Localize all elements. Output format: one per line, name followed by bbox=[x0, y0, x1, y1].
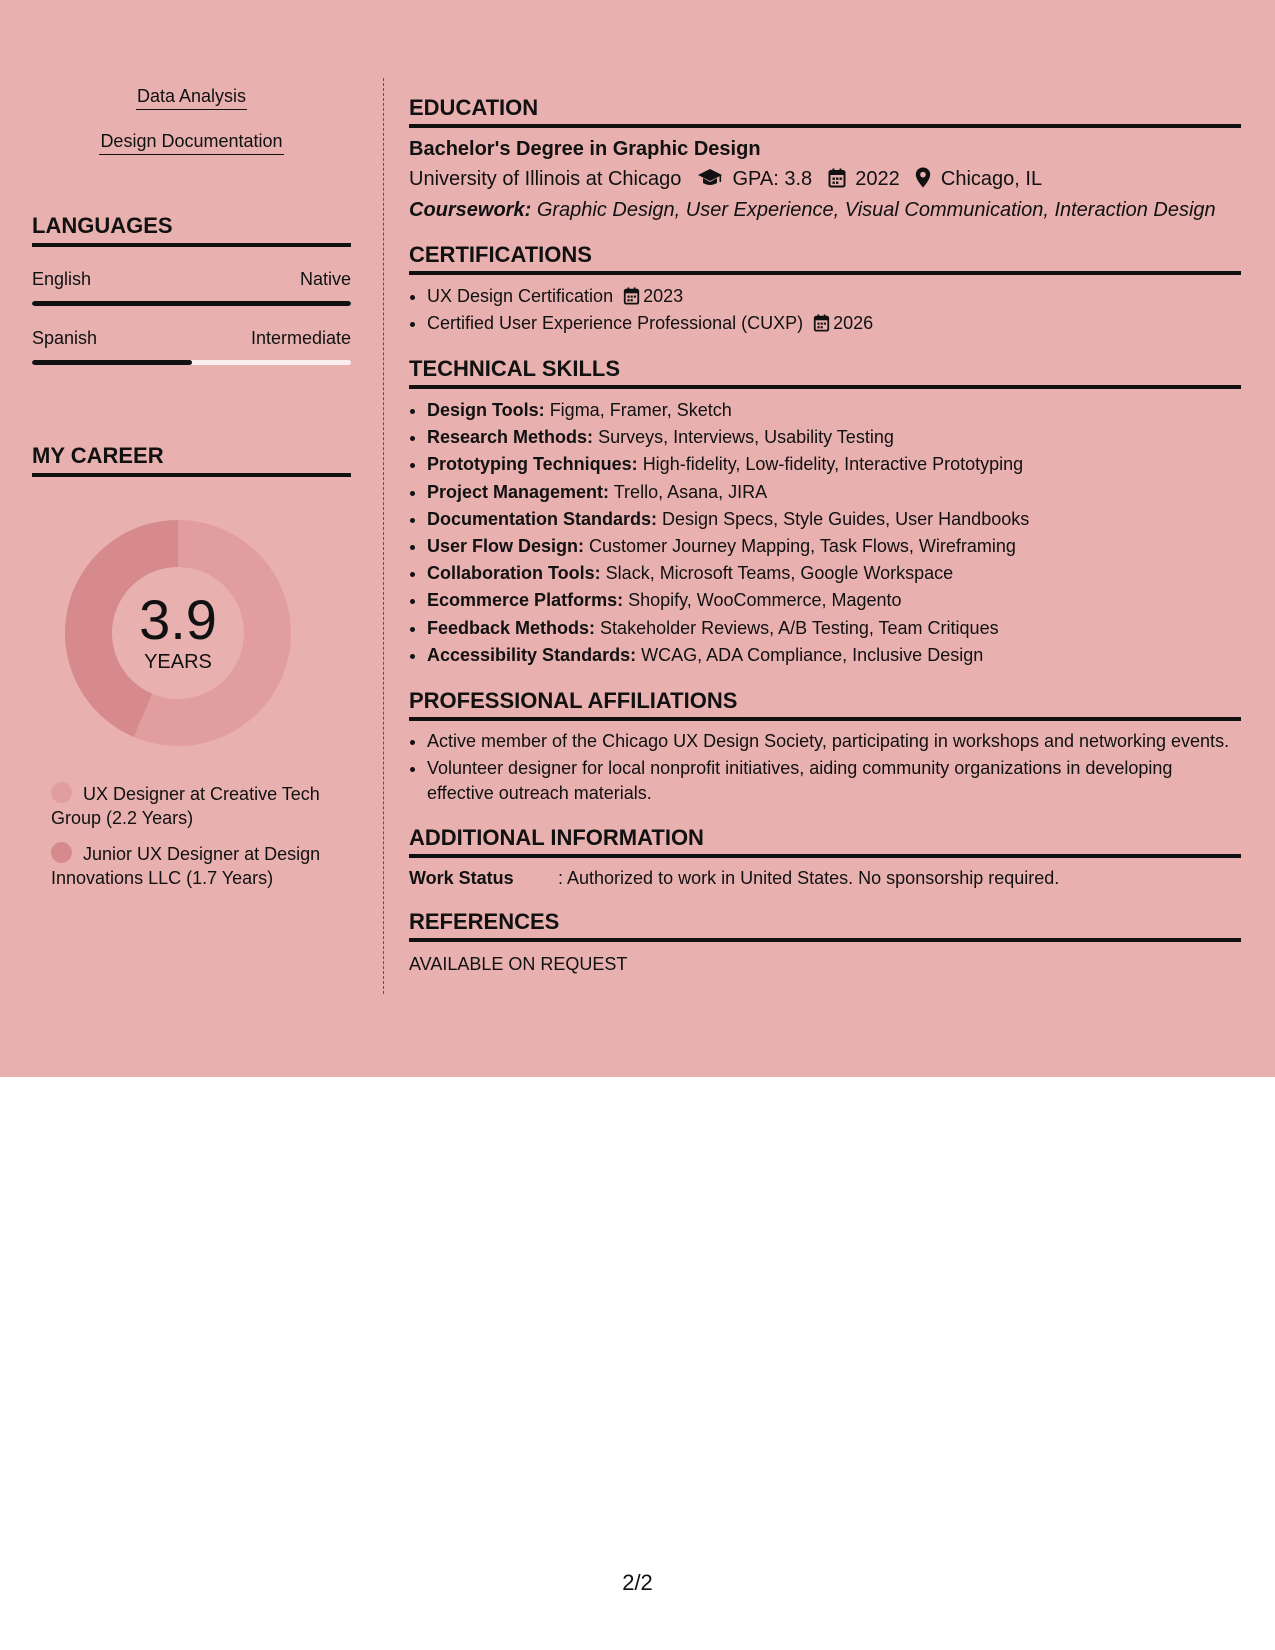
skill-item bbox=[427, 506, 1241, 533]
career-donut-chart bbox=[65, 520, 291, 746]
additional-info-heading: ADDITIONAL INFORMATION bbox=[409, 824, 1241, 858]
education-section bbox=[409, 94, 1241, 223]
skill-label: Documentation Standards: bbox=[427, 508, 658, 529]
legend-label: Junior UX Designer at Design Innovations LLC (1.7 Years) bbox=[51, 844, 321, 888]
skill-item bbox=[427, 642, 1241, 669]
language-spanish bbox=[32, 326, 351, 365]
certification-year: 2023 bbox=[643, 286, 684, 306]
affiliations-list bbox=[409, 729, 1241, 806]
education-meta bbox=[409, 166, 1241, 192]
skill-item bbox=[427, 587, 1241, 614]
calendar-icon bbox=[828, 168, 846, 188]
gpa: GPA: 3.8 bbox=[732, 168, 813, 190]
career-total-unit: YEARS bbox=[144, 651, 212, 673]
affiliation-item: • Active member of the Chicago UX Design Society, participating in workshops and networking events. bbox=[427, 729, 1241, 754]
skill-label: Design Tools: bbox=[427, 400, 545, 420]
skill-value: WCAG, ADA Compliance, Inclusive Design bbox=[641, 644, 984, 665]
skill-item bbox=[427, 451, 1241, 478]
skill-item bbox=[427, 424, 1241, 451]
certification-item bbox=[427, 283, 1241, 310]
skill-value: Stakeholder Reviews, A/B Testing, Team Critiques bbox=[600, 617, 999, 638]
career-heading: MY CAREER bbox=[32, 442, 351, 477]
skill-label: Feedback Methods: bbox=[427, 617, 596, 638]
skill-value: Design Specs, Style Guides, User Handbooks bbox=[662, 508, 1030, 529]
skill-value: Customer Journey Mapping, Task Flows, Wireframing bbox=[589, 536, 1016, 557]
skill-label: Research Methods: bbox=[427, 427, 594, 448]
language-proficiency-fill bbox=[32, 360, 192, 365]
graduation-year: 2022 bbox=[855, 168, 900, 190]
language-english bbox=[32, 267, 351, 306]
calendar-icon bbox=[623, 287, 640, 305]
references-text: AVAILABLE ON REQUEST bbox=[409, 954, 628, 975]
skill-item bbox=[427, 560, 1241, 587]
certifications-list bbox=[409, 283, 1241, 337]
work-status-row bbox=[409, 866, 1241, 890]
skill-value: Figma, Framer, Sketch bbox=[549, 400, 732, 420]
skill-item bbox=[427, 479, 1241, 506]
skill-value: Slack, Microsoft Teams, Google Workspace bbox=[605, 563, 954, 584]
skill-label: Accessibility Standards: bbox=[427, 644, 637, 665]
language-name: English bbox=[32, 269, 92, 289]
work-status-value: : Authorized to work in United States. No sponsorship required. bbox=[558, 868, 1060, 889]
education-location: Chicago, IL bbox=[940, 168, 1043, 190]
legend-label: UX Designer at Creative Tech Group (2.2 Years) bbox=[51, 784, 320, 828]
legend-dot bbox=[51, 842, 72, 863]
certification-name: UX Design Certification bbox=[427, 286, 614, 306]
language-name: Spanish bbox=[32, 328, 98, 348]
certification-item bbox=[427, 310, 1241, 337]
skill-value: High-fidelity, Low-fidelity, Interactive Prototyping bbox=[642, 454, 1024, 475]
skill-item bbox=[427, 397, 1241, 424]
coursework-list: Graphic Design, User Experience, Visual Communication, Interaction Design bbox=[536, 199, 1216, 221]
skill-value: Trello, Asana, JIRA bbox=[613, 481, 768, 502]
skill-tag-row bbox=[32, 129, 351, 174]
career-legend bbox=[51, 782, 341, 890]
left-column bbox=[32, 84, 351, 902]
skill-label: Collaboration Tools: bbox=[427, 563, 601, 584]
skill-tag: Design Documentation bbox=[99, 129, 283, 155]
skill-item bbox=[427, 533, 1241, 560]
certification-name: Certified User Experience Professional (CUXP) bbox=[427, 313, 804, 333]
skill-label: Ecommerce Platforms: bbox=[427, 590, 624, 611]
skill-value: Shopify, WooCommerce, Magento bbox=[628, 590, 902, 611]
languages-heading: LANGUAGES bbox=[32, 212, 351, 247]
additional-info-section bbox=[409, 824, 1241, 890]
column-divider bbox=[383, 78, 384, 994]
career-legend-item bbox=[51, 842, 341, 890]
language-proficiency-bar bbox=[32, 301, 351, 306]
technical-skills-list bbox=[409, 397, 1241, 669]
affiliations-section bbox=[409, 687, 1241, 806]
skill-label: Project Management: bbox=[427, 481, 610, 502]
legend-dot bbox=[51, 782, 72, 803]
school-name: University of Illinois at Chicago bbox=[409, 168, 682, 190]
references-heading: REFERENCES bbox=[409, 908, 1241, 942]
career-legend-item bbox=[51, 782, 341, 830]
career-donut-center bbox=[65, 520, 291, 746]
affiliations-heading: PROFESSIONAL AFFILIATIONS bbox=[409, 687, 1241, 721]
skill-item bbox=[427, 615, 1241, 642]
skill-value: Surveys, Interviews, Usability Testing bbox=[598, 427, 894, 448]
language-proficiency-bar bbox=[32, 360, 351, 365]
page-number: 2/2 bbox=[622, 1570, 653, 1595]
degree-title: Bachelor's Degree in Graphic Design bbox=[409, 138, 761, 160]
right-column bbox=[409, 94, 1241, 994]
career-total-value: 3.9 bbox=[139, 588, 217, 651]
skill-label: User Flow Design: bbox=[427, 536, 585, 557]
work-status-label: Work Status bbox=[409, 868, 514, 889]
affiliation-item: • Volunteer designer for local nonprofit initiatives, aiding community organizations in developing effective outreach materials. bbox=[427, 756, 1241, 806]
certifications-section bbox=[409, 241, 1241, 337]
skill-tag-row bbox=[32, 84, 351, 129]
language-level: Native bbox=[299, 269, 351, 289]
language-proficiency-fill bbox=[32, 301, 351, 306]
certification-year: 2026 bbox=[833, 313, 874, 333]
map-pin-icon bbox=[915, 167, 931, 188]
graduation-cap-icon bbox=[697, 168, 723, 188]
language-level: Intermediate bbox=[250, 328, 351, 348]
coursework bbox=[409, 197, 1241, 223]
references-section bbox=[409, 908, 1241, 976]
skill-tag: Data Analysis bbox=[136, 84, 247, 110]
skill-label: Prototyping Techniques: bbox=[427, 454, 638, 475]
education-heading: EDUCATION bbox=[409, 94, 1241, 128]
calendar-icon bbox=[813, 314, 830, 332]
technical-skills-heading: TECHNICAL SKILLS bbox=[409, 355, 1241, 389]
coursework-label: Coursework: bbox=[409, 199, 532, 221]
technical-skills-section bbox=[409, 355, 1241, 669]
certifications-heading: CERTIFICATIONS bbox=[409, 241, 1241, 275]
